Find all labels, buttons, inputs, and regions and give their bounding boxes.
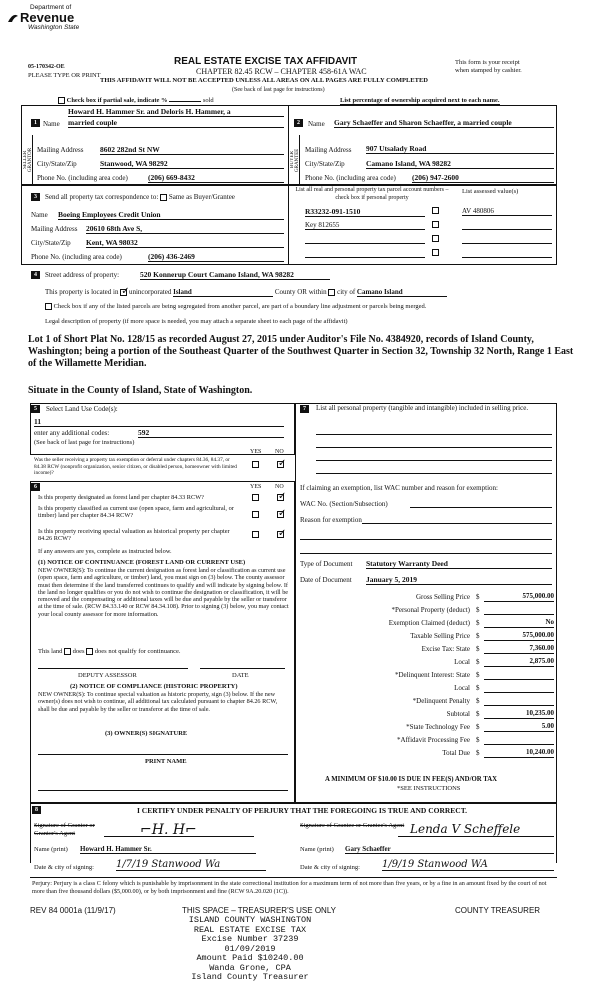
correspondence-row [45, 193, 235, 201]
assessed-value-4-field[interactable] [462, 249, 552, 258]
dollar-sign: $ [476, 606, 480, 614]
seller-address-label: Mailing Address [37, 146, 84, 154]
seller-city-label: City/State/Zip [37, 160, 77, 168]
buyer-address-label: Mailing Address [305, 146, 352, 154]
parcel-3-checkbox[interactable] [432, 235, 439, 242]
buyer-phone-field[interactable]: (206) 947-2600 [412, 173, 554, 183]
segregated-label: Check box if any of the listed parcels are being segregated from another parcel, are part of a boundary line adjustment or parcels being merged. [53, 303, 427, 310]
sec6-no-header: NO [275, 484, 284, 490]
additional-codes-field[interactable]: 592 [138, 428, 284, 438]
section-2-badge: 2 [294, 119, 303, 127]
wac-claim-label: If claiming an exemption, list WAC number and reason for exemption: [300, 484, 498, 492]
parcel-2-checkbox[interactable] [432, 221, 439, 228]
tax-row-value[interactable]: 575,000.00 [484, 592, 554, 602]
grantor-date-field[interactable]: 1/7/19 Stanwood Wa [116, 859, 266, 871]
tax-row-label: Excise Tax: State [421, 645, 470, 653]
doc-date-label: Date of Document [300, 576, 352, 584]
tax-row-value[interactable] [484, 735, 554, 745]
logo-mark-icon [6, 12, 20, 24]
legal-label: Legal description of property (if more space is needed, you may attach a separate sheet to each page of the affidavit) [45, 318, 348, 325]
tax-row-value[interactable] [484, 683, 554, 693]
corr-name-label: Name [31, 211, 48, 219]
revenue-label: Revenue [20, 10, 75, 25]
personal-property-line-4[interactable] [316, 467, 552, 474]
corr-address-field[interactable]: 20610 68th Ave S, [86, 224, 284, 234]
tax-row-value[interactable]: 2,875.00 [484, 657, 554, 667]
tax-row-label: *Delinquent Interest: State [394, 671, 470, 679]
land-use-code-field[interactable]: 11 [34, 417, 284, 427]
personal-property-line-1[interactable] [316, 428, 552, 435]
deputy-assessor-label: DEPUTY ASSESSOR [78, 672, 137, 679]
corr-city-field[interactable]: Kent, WA 98032 [86, 238, 284, 248]
correspondence-label: Send all property tax correspondence to: [45, 193, 159, 201]
stamp-line: Island County Treasurer [191, 972, 309, 982]
exempt-no-header: NO [275, 449, 284, 455]
tax-row-value[interactable]: 7,360.00 [484, 644, 554, 654]
section-7-badge: 7 [300, 405, 309, 413]
tax-row-label: *Affidavit Processing Fee [397, 736, 470, 744]
tax-row-value[interactable]: 5.00 [484, 722, 554, 732]
treasurer-use-label: THIS SPACE – TREASURER'S USE ONLY [182, 906, 337, 915]
grantor-name-field[interactable]: Howard H. Hammer Sr. [80, 845, 256, 854]
section-3-badge: 3 [31, 193, 40, 201]
parcel-1-field[interactable]: R33232-091-1510 [305, 207, 425, 217]
seller-phone-label: Phone No. (including area code) [37, 174, 128, 182]
assessed-value-3-field[interactable] [462, 235, 552, 244]
owner-signature-label: (3) OWNER(S) SIGNATURE [105, 730, 188, 737]
current-use-question: Is this property classified as current use (open space, farm and agricultural, or timber) land per chapter 84.34 RCW? [38, 505, 234, 519]
exempt-yes-checkbox[interactable] [252, 461, 259, 468]
section-8-badge: 8 [32, 806, 41, 814]
tax-row-label: Local [454, 658, 470, 666]
current-use-yes-checkbox[interactable] [252, 511, 259, 518]
grantor-name-label: Name (print) [34, 846, 68, 853]
section-6-badge: 6 [31, 483, 40, 491]
seller-name-line2[interactable]: married couple [68, 118, 284, 128]
stamp-line: Amount Paid $10240.00 [196, 953, 304, 963]
buyer-address-field[interactable]: 907 Utsalady Road [366, 144, 554, 154]
city-field[interactable]: Camano Island [357, 288, 447, 297]
compliance-title: (2) NOTICE OF COMPLIANCE (HISTORIC PROPERTY) [70, 683, 238, 690]
doc-type-field[interactable]: Statutory Warranty Deed [366, 559, 552, 569]
stamp-line: ISLAND COUNTY WASHINGTON [188, 915, 312, 925]
grantor-date-label: Date & city of signing: [34, 864, 94, 871]
seller-phone-field[interactable]: (206) 669-8432 [148, 173, 284, 183]
exemption-reason-label: Reason for exemption [300, 516, 362, 524]
segregated-checkbox[interactable] [45, 303, 52, 310]
historic-yes-checkbox[interactable] [252, 531, 259, 538]
buyer-city-field[interactable]: Camano Island, WA 98282 [366, 159, 554, 169]
exemption-reason-line-3[interactable] [300, 545, 552, 554]
print-name-line[interactable] [38, 790, 288, 791]
receipt-note-2: when stamped by cashier. [455, 67, 522, 74]
qualify-row [38, 648, 181, 655]
forest-yes-checkbox[interactable] [252, 494, 259, 501]
street-address-field[interactable]: 520 Konnerup Court Camano Island, WA 98282 [140, 270, 330, 280]
dollar-sign: $ [476, 632, 480, 640]
city-of-label: city of [337, 288, 356, 296]
parcel-4-checkbox[interactable] [432, 249, 439, 256]
section-1-badge: 1 [31, 119, 40, 127]
tax-row-label: Taxable Selling Price [410, 632, 470, 640]
partial-sale-row [58, 97, 214, 104]
corr-phone-label: Phone No. (including area code) [31, 253, 122, 261]
tax-row-value[interactable]: 10,240.00 [484, 748, 554, 758]
located-label: This property is located in [45, 288, 119, 296]
location-row [45, 285, 447, 297]
grantor-signature-label: Signature of Grantor or Grantor's Agent [34, 822, 95, 837]
seller-side-label: SELLER GRANTOR [23, 147, 33, 173]
tax-row-label: Subtotal [446, 710, 470, 718]
does-label: does [72, 648, 85, 655]
assessor-date-label: DATE [232, 672, 249, 679]
wac-number-field[interactable] [410, 499, 552, 508]
county-or-label: County OR within [274, 288, 327, 296]
seller-address-field[interactable]: 8602 282nd St NW [100, 145, 284, 155]
buyer-phone-label: Phone No. (including area code) [305, 174, 396, 182]
assessed-value-2-field[interactable] [462, 221, 552, 230]
dollar-sign: $ [476, 645, 480, 653]
seller-name-field[interactable]: Howard H. Hammer Sr. and Deloris H. Hammer, a [68, 107, 284, 117]
city-checkbox[interactable] [328, 289, 335, 296]
parcel-2-field[interactable]: Key 812655 [305, 221, 425, 230]
exemption-question: Was the seller receiving a property tax exemption or deferral under chapters 84.36, 84.37, or 84.38 RCW (nonprofit organization, senior citizen, or disabled person, homeowner with limited income)? [34, 457, 237, 476]
form-number: 05-170342-OE [28, 64, 65, 70]
if-yes-note: If any answers are yes, complete as instructed below. [38, 548, 172, 555]
page-title: REAL ESTATE EXCISE TAX AFFIDAVIT [174, 56, 358, 67]
situate-text: Situate in the County of Island, State of Washington. [28, 385, 253, 396]
tax-row-value[interactable] [484, 605, 554, 615]
forest-question: Is this property designated as forest land per chapter 84.33 RCW? [38, 494, 204, 501]
tax-row-value[interactable] [484, 696, 554, 706]
exempt-no-checkbox[interactable]: ✓ [278, 457, 287, 469]
partial-sale-checkbox[interactable] [58, 97, 65, 104]
parcel-1-checkbox[interactable] [432, 207, 439, 214]
stamp-line: Wanda Grone, CPA [209, 962, 291, 973]
current-use-no-checkbox[interactable]: ✓ [278, 507, 287, 519]
grantee-date-field[interactable]: 1/9/19 Stanwood WA [382, 859, 554, 871]
doc-date-field[interactable]: January 5, 2019 [366, 575, 552, 585]
dollar-sign: $ [476, 749, 480, 757]
assessed-value-1-field[interactable]: AV 480806 [462, 207, 552, 216]
does-not-label: does not qualify for continuance. [94, 648, 181, 655]
receipt-note: This form is your receipt [455, 59, 520, 66]
forest-no-checkbox[interactable]: ✓ [278, 490, 287, 502]
this-land-label: This land [38, 648, 63, 655]
print-note: PLEASE TYPE OR PRINT [28, 72, 101, 79]
revision-label: REV 84 0001a (11/9/17) [30, 906, 116, 915]
land-use-see-back: (See back of last page for instructions) [34, 439, 135, 446]
seller-city-field[interactable]: Stanwood, WA 98292 [100, 159, 284, 169]
dollar-sign: $ [476, 723, 480, 731]
compliance-body: NEW OWNER(S): To continue special valuation as historic property, sign (3) below. If the new owner(s) does not wish to continue, all additional tax calculated pursuant to chapter 84.26 RCW, shall be due and payable by the seller or transferor at the time of sale. [38, 691, 278, 713]
exemption-reason-line-2[interactable] [300, 531, 552, 540]
grantee-signature-label: Signature of Grantee or Grantee's Agent [300, 822, 405, 829]
segregated-row [45, 303, 426, 310]
minimum-note: A MINIMUM OF $10.00 IS DUE IN FEE(S) AND/OR TAX [325, 776, 498, 783]
dollar-sign: $ [476, 619, 480, 627]
parcel-header: List all real and personal property tax parcel account numbers – check box if personal property [295, 187, 449, 201]
wac-number-label: WAC No. (Section/Subsection) [300, 500, 388, 508]
buyer-side-label: BUYER GRANTEE [290, 148, 300, 172]
seller-name-label: Name [43, 120, 60, 128]
stamp-line: Excise Number 37239 [201, 934, 299, 944]
legal-description: Lot 1 of Short Plat No. 128/15 as recorded August 27, 2015 under Auditor's File No. 4384920, records of Island County, Washington; being a portion of the Southeast Quarter of the Southwest Quarter in Section 32, Township 32 North, Range 1 East of the Willamette Meridian. [28, 334, 574, 369]
unincorporated-label: unincorporated [128, 288, 172, 296]
treasurer-stamp [170, 916, 330, 983]
buyer-city-label: City/State/Zip [305, 160, 345, 168]
unincorporated-checkbox[interactable]: ✓ [121, 285, 130, 297]
dept-of-label: Department of [30, 4, 72, 11]
print-name-label: PRINT NAME [145, 758, 187, 765]
personal-property-line-3[interactable] [316, 454, 552, 461]
tax-row-label: Total Due [442, 749, 470, 757]
county-field[interactable]: Island [173, 288, 273, 297]
grantee-signature[interactable]: Lenda V Scheffele [410, 822, 521, 836]
continuance-body: NEW OWNER(S): To continue the current designation as forest land or classification as current use (open space, farm and agriculture, or timber) land, you must sign on (3) below. The county assessor must then determine if the land transferred continues to qualify and will indicate by signing below. If the land no longer qualifies or you do not wish to continue the designation or classification, it will be removed and the compensating or additional taxes will be due and payable by the seller or transferor at the time of sale. (RCW 84.33.140 or RCW 84.34.108). Prior to signing (3) below, you may contact your local county assessor for more information. [38, 567, 289, 618]
sold-label: sold [202, 97, 214, 104]
street-label: Street address of property: [45, 271, 120, 279]
parcel-3-field[interactable] [305, 235, 425, 244]
stamp-line: REAL ESTATE EXCISE TAX [193, 924, 307, 935]
tax-row-label: Exemption Claimed (deduct) [388, 619, 470, 627]
does-not-checkbox[interactable] [86, 648, 93, 655]
see-back-note: (See back of last page for instructions) [232, 87, 325, 93]
buyer-name-field[interactable]: Gary Schaeffer and Sharon Schaeffer, a married couple [334, 118, 554, 128]
tax-row-label: *State Technology Fee [406, 723, 470, 731]
exempt-yes-header: YES [250, 449, 262, 455]
warning-text: THIS AFFIDAVIT WILL NOT BE ACCEPTED UNLESS ALL AREAS ON ALL PAGES ARE FULLY COMPLETED [100, 77, 428, 84]
additional-codes-label: enter any additional codes: [34, 429, 110, 437]
section-5-badge: 5 [31, 405, 40, 413]
tax-row-value[interactable]: 575,000.00 [484, 631, 554, 641]
partial-sale-label: Check box if partial sale, indicate % [66, 97, 168, 104]
see-instructions-note: *SEE INSTRUCTIONS [397, 785, 461, 792]
grantor-signature[interactable]: ⌐H. H⌐ [140, 822, 197, 838]
historic-question: Is this property receiving special valuation as historical property per chapter 84.26 RCW? [38, 528, 230, 542]
grantee-date-label: Date & city of signing: [300, 864, 360, 871]
corr-address-label: Mailing Address [31, 225, 78, 233]
dollar-sign: $ [476, 593, 480, 601]
certify-statement: I CERTIFY UNDER PENALTY OF PERJURY THAT THE FOREGOING IS TRUE AND CORRECT. [137, 806, 468, 815]
tax-row-label: *Personal Property (deduct) [391, 606, 470, 614]
does-checkbox[interactable] [64, 648, 71, 655]
assessor-date-line[interactable] [200, 668, 285, 669]
parcel-4-field[interactable] [305, 249, 425, 258]
dollar-sign: $ [476, 671, 480, 679]
dollar-sign: $ [476, 736, 480, 744]
chapter-label: CHAPTER 82.45 RCW – CHAPTER 458-61A WAC [196, 67, 367, 76]
exemption-reason-field[interactable] [362, 515, 552, 524]
continuance-title: (1) NOTICE OF CONTINUANCE (FOREST LAND OR CURRENT USE) [38, 559, 246, 566]
county-treasurer-label: COUNTY TREASURER [455, 906, 541, 915]
same-as-buyer-label: Same as Buyer/Grantee [168, 193, 235, 201]
buyer-name-label: Name [308, 120, 325, 128]
tax-row-label: Local [454, 684, 470, 692]
ownership-note: List percentage of ownership acquired next to each name. [340, 97, 500, 104]
state-label: Washington State [28, 24, 80, 31]
tax-row-value[interactable] [484, 670, 554, 680]
tax-row-label: Gross Selling Price [415, 593, 470, 601]
doc-type-label: Type of Document [300, 560, 353, 568]
assessed-value-header: List assessed value(s) [462, 188, 519, 195]
section-4-badge: 4 [31, 271, 40, 279]
sec6-yes-header: YES [250, 484, 262, 490]
grantee-name-label: Name (print) [300, 846, 334, 853]
dollar-sign: $ [476, 684, 480, 692]
corr-city-label: City/State/Zip [31, 239, 71, 247]
perjury-notice: Perjury: Perjury is a class C felony which is punishable by imprisonment in the state correctional institution for a maximum term of not more than five years, or by a fine in an amount fixed by the court of not more than five thousand dollars ($5,000.00), or by both imprisonment and fine (RCW 9A.20.020 (1C)). [32, 880, 547, 895]
personal-property-label: List all personal property (tangible and intangible) included in selling price. [316, 404, 529, 412]
corr-phone-field[interactable]: (206) 436-2469 [148, 252, 284, 262]
personal-property-line-2[interactable] [316, 441, 552, 448]
historic-no-checkbox[interactable]: ✓ [278, 527, 287, 539]
owner-signature-line[interactable] [38, 754, 288, 755]
grantee-name-field[interactable]: Gary Schaeffer [345, 845, 554, 854]
dollar-sign: $ [476, 697, 480, 705]
corr-name-field[interactable]: Boeing Employees Credit Union [58, 210, 284, 220]
assessor-signature-line[interactable] [38, 668, 188, 669]
stamp-line: 01/09/2019 [224, 943, 276, 954]
tax-row-value[interactable]: No [484, 618, 554, 628]
dollar-sign: $ [476, 710, 480, 718]
same-as-buyer-checkbox[interactable] [160, 194, 167, 201]
tax-row-value[interactable]: 10,235.00 [484, 709, 554, 719]
dollar-sign: $ [476, 658, 480, 666]
tax-row-label: *Delinquent Penalty [412, 697, 470, 705]
land-use-label: Select Land Use Code(s): [46, 405, 118, 413]
